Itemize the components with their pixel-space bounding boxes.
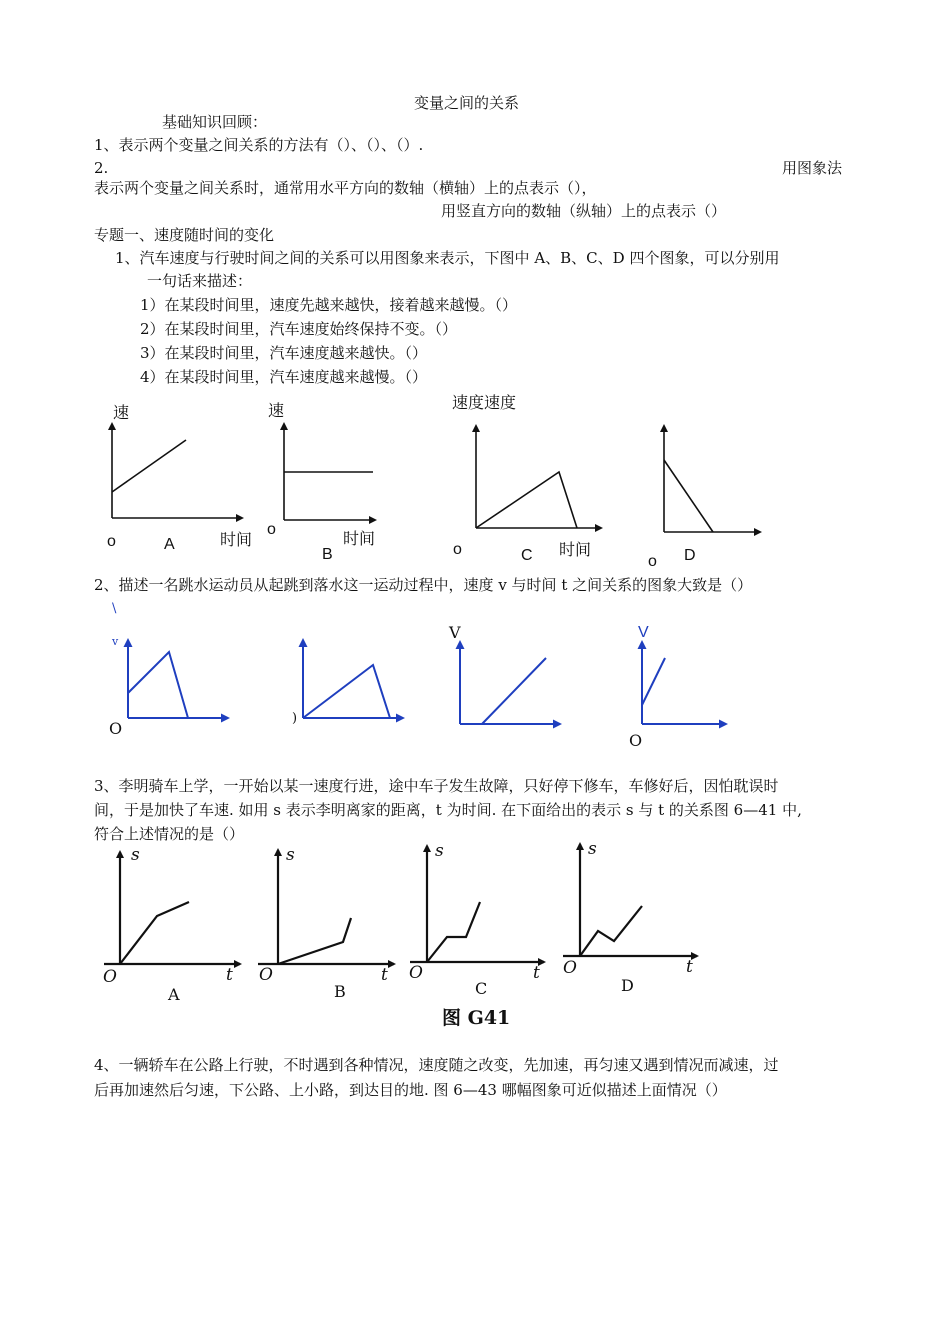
figure2-graph-3: [460, 642, 560, 724]
figure1-labels: [107, 393, 696, 570]
figure1-graph-b: [284, 424, 375, 520]
figure1-a-letter: A: [164, 536, 175, 553]
figure3-b-origin: O: [259, 965, 273, 985]
figure3-a-y: s: [131, 845, 140, 865]
figure3-d-y: s: [588, 839, 597, 859]
figure2: [128, 640, 726, 724]
review-question-2-number: 2.: [94, 159, 109, 177]
figure1: [112, 424, 760, 532]
figure3-c-y: s: [435, 841, 444, 861]
figure2-origin-4: O: [629, 731, 643, 750]
figure3-graph-d: [563, 844, 697, 956]
review-heading: 基础知识回顾：: [162, 113, 268, 131]
topic-heading: 专题一、速度随时间的变化: [94, 226, 275, 244]
figure1-d-letter: D: [684, 547, 696, 564]
figure1-c-letter: C: [521, 547, 533, 564]
figure3-graph-c: [410, 846, 544, 962]
figure3-b-x: t: [381, 965, 388, 985]
question-3-line3: 符合上述情况的是（）: [94, 825, 245, 843]
figure2-graph-2: [303, 640, 403, 718]
figure3-d-origin: O: [563, 958, 577, 978]
figure2-graph-4: [642, 642, 726, 724]
figure3-c-x: t: [533, 963, 540, 983]
figure1-graph-d: [664, 426, 760, 532]
figure3-caption: 图 G41: [442, 1007, 511, 1029]
figure3-c-origin: O: [409, 963, 423, 983]
figure1-b-letter: B: [322, 546, 333, 563]
question-1-option-1: 1）在某段时间里，速度先越来越快，接着越来越慢。（）: [140, 296, 518, 314]
figure3-a-x: t: [226, 965, 233, 985]
figure2-mark-2: v: [112, 635, 119, 648]
figure1-b-axis-label: 速: [268, 401, 285, 420]
figure1-c-origin: o: [453, 541, 462, 558]
figure1-top-label: 速度速度: [452, 393, 517, 412]
figure2-origin-1: O: [109, 719, 123, 738]
figure1-a-axis-label: 速: [113, 403, 130, 422]
figure1-c-time: 时间: [559, 540, 592, 559]
figure3-d-x: t: [686, 957, 693, 977]
figure2-v-label-4: V: [638, 624, 649, 641]
review-question-2-line2: 用竖直方向的数轴（纵轴）上的点表示（）: [441, 202, 727, 220]
review-question-2-line1: 表示两个变量之间关系时，通常用水平方向的数轴（横轴）上的点表示（），: [94, 179, 597, 197]
figure3-graph-a: [104, 852, 240, 964]
figure1-a-time: 时间: [220, 530, 253, 549]
figure3-a-origin: O: [103, 967, 117, 987]
question-1-option-4: 4）在某段时间里，汽车速度越来越慢。（）: [140, 368, 428, 386]
figure3-b-y: s: [286, 845, 295, 865]
question-4-line2: 后再加速然后匀速，下公路、上小路，到达目的地. 图 6—43 哪幅图象可近似描述上面情况（）: [94, 1081, 727, 1099]
question-1-option-3: 3）在某段时间里，汽车速度越来越快。（）: [140, 344, 428, 362]
figure2-mark-1: \: [112, 601, 117, 616]
question-1-line1: 1、汽车速度与行驶时间之间的关系可以用图象来表示，下图中 A、B、C、D 四个图象，可以分别用: [115, 249, 780, 267]
question-1-line2: 一句话来描述：: [147, 272, 253, 290]
figure2-v-label-3: V: [449, 623, 461, 642]
figure1-b-time: 时间: [343, 529, 376, 548]
figure2-mark-3: ): [292, 711, 298, 726]
page-title: 变量之间的关系: [414, 94, 520, 112]
figure3: [104, 844, 697, 964]
question-2: 2、描述一名跳水运动员从起跳到落水这一运动过程中，速度 v 与时间 t 之间关系的图象大致是（）: [94, 576, 753, 594]
figure1-graph-c: [476, 426, 601, 528]
review-question-2-right: 用图象法: [782, 159, 843, 177]
figure3-a-letter: A: [168, 985, 180, 1004]
review-question-1: 1、表示两个变量之间关系的方法有（）、（）、（）.: [94, 136, 424, 154]
figure1-a-origin: o: [107, 533, 116, 550]
figure3-d-letter: D: [621, 976, 634, 995]
question-3-line2: 间，于是加快了车速. 如用 s 表示李明离家的距离，t 为时间. 在下面给出的表示 s 与 t 的关系图 6—41 中,: [94, 801, 802, 819]
figure1-graph-a: [112, 424, 242, 518]
figure1-d-origin: o: [648, 553, 657, 570]
question-1-option-2: 2）在某段时间里，汽车速度始终保持不变。（）: [140, 320, 458, 338]
figure3-b-letter: B: [334, 982, 346, 1001]
figure3-graph-b: [258, 850, 394, 964]
question-3-line1: 3、李明骑车上学，一开始以某一速度行进，途中车子发生故障，只好停下修车，车修好后，因怕耽误时: [94, 777, 779, 795]
figure1-b-origin: o: [267, 521, 276, 538]
question-4-line1: 4、一辆轿车在公路上行驶，不时遇到各种情况，速度随之改变，先加速，再匀速又遇到情况而减速，过: [94, 1056, 779, 1074]
figure3-c-letter: C: [475, 979, 488, 998]
figure2-labels: [109, 601, 649, 750]
figure2-graph-1: [128, 640, 228, 718]
